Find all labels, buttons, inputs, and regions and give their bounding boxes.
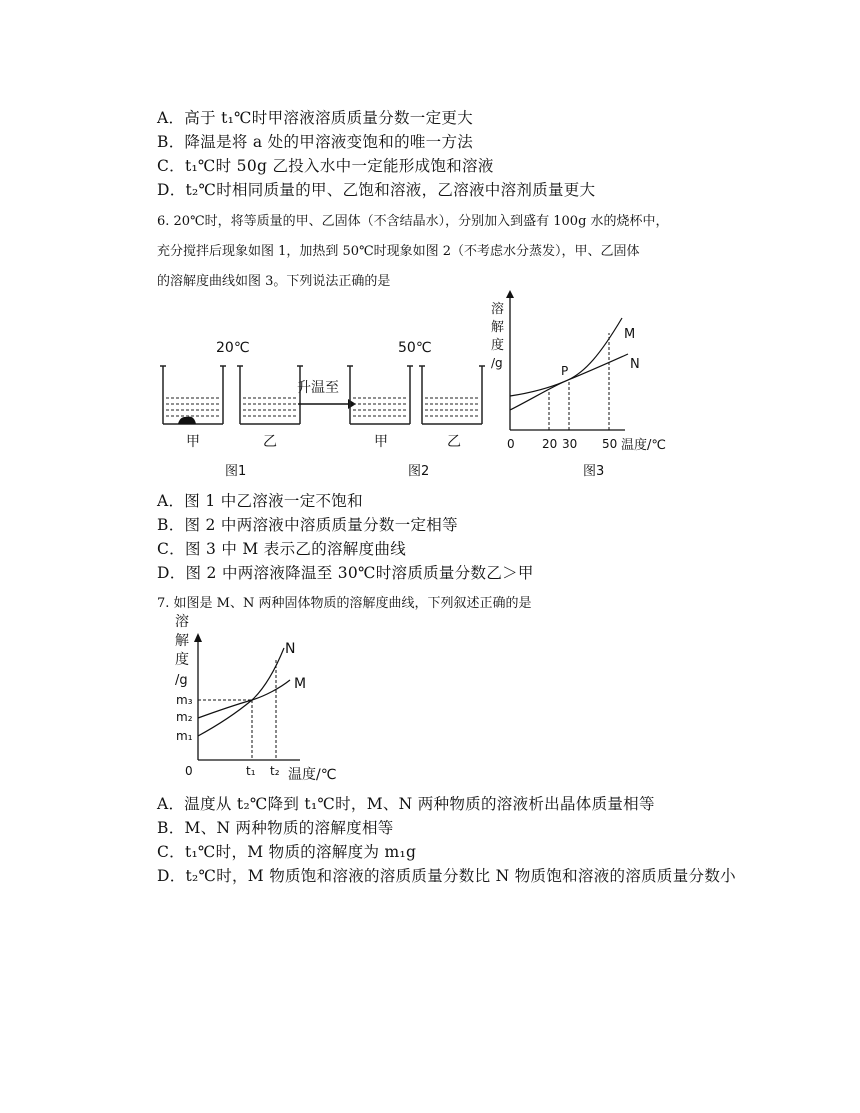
q7-option-c: C．t₁℃时，M 物质的溶解度为 m₁g — [157, 843, 417, 861]
q7-figure — [160, 600, 360, 790]
q7-option-a: A．温度从 t₂℃降到 t₁℃时，M、N 两种物质的溶液析出晶体质量相等 — [157, 795, 655, 813]
q7-stem: 7. 如图是 M、N 两种固体物质的溶解度曲线，下列叙述正确的是 — [157, 596, 532, 611]
fig1-label-jia: 甲 — [186, 434, 200, 450]
fig1-beaker-jia — [160, 366, 226, 424]
q7-y-label-2: 解 — [175, 633, 189, 649]
fig3-y-label-3: 度 — [491, 338, 505, 353]
q7-option-d: D．t₂℃时，M 物质饱和溶液的溶质质量分数比 N 物质饱和溶液的溶质质量分数小 — [157, 867, 736, 885]
q7-y-label-3: 度 — [175, 652, 189, 668]
q5-option-a: A．高于 t₁℃时甲溶液溶质质量分数一定更大 — [157, 109, 474, 127]
fig3-x-tick-0: 0 — [507, 437, 515, 451]
q6-figure — [150, 285, 680, 485]
q5-option-c: C．t₁℃时 50g 乙投入水中一定能形成饱和溶液 — [157, 157, 494, 175]
q7-y-tick-m2: m₂ — [176, 710, 193, 724]
fig3-x-tick-20: 20 — [542, 437, 558, 451]
q7-curve-n-label: N — [285, 641, 296, 657]
fig3-y-label-4: /g — [491, 356, 503, 370]
q7-y-tick-m3: m₃ — [176, 693, 193, 707]
curve-m-label: M — [624, 327, 636, 342]
q7-y-label-1: 溶 — [175, 614, 189, 630]
q6-option-d: D．图 2 中两溶液降温至 30℃时溶质质量分数乙＞甲 — [157, 564, 534, 582]
fig1-beaker-yi — [237, 366, 303, 424]
undissolved-solid-icon — [178, 417, 196, 424]
q6-stem-line-3: 的溶解度曲线如图 3。下列说法正确的是 — [157, 274, 391, 289]
q6-option-c: C．图 3 中 M 表示乙的溶解度曲线 — [157, 540, 407, 558]
q5-option-d: D．t₂℃时相同质量的甲、乙饱和溶液，乙溶液中溶剂质量更大 — [157, 181, 596, 199]
fig1-caption: 图1 — [225, 464, 247, 479]
fig3-x-axis-label: 温度/℃ — [621, 438, 666, 453]
fig3-y-label-1: 溶 — [491, 302, 505, 317]
fig2-beaker-jia — [347, 366, 413, 424]
q5-option-b: B．降温是将 a 处的甲溶液变饱和的唯一方法 — [157, 133, 474, 151]
fig2-label-yi: 乙 — [447, 434, 461, 450]
fig1-temperature-label: 20℃ — [216, 340, 250, 356]
fig2-label-jia: 甲 — [374, 434, 388, 450]
fig2-beaker-yi — [419, 366, 485, 424]
q7-curve-m-label: M — [294, 676, 307, 692]
q6-option-a: A．图 1 中乙溶液一定不饱和 — [157, 492, 363, 510]
q6-option-b: B．图 2 中两溶液中溶质质量分数一定相等 — [157, 516, 458, 534]
q6-stem-line-2: 充分搅拌后现象如图 1，加热到 50℃时现象如图 2（不考虑水分蒸发），甲、乙固体 — [157, 244, 640, 259]
point-p-label: P — [561, 364, 569, 378]
fig3-x-tick-50: 50 — [602, 437, 618, 451]
heating-arrow-label: 升温至 — [297, 380, 339, 396]
q7-x-axis-label: 温度/℃ — [288, 767, 337, 783]
q7-x-tick-t2: t₂ — [270, 764, 280, 778]
fig3-x-tick-30: 30 — [562, 437, 578, 451]
right-arrow-icon — [298, 399, 356, 409]
fig3-caption: 图3 — [583, 464, 605, 479]
q7-origin-label: 0 — [185, 764, 193, 778]
curve-n-label: N — [630, 357, 640, 372]
fig2-caption: 图2 — [408, 464, 430, 479]
fig3-solubility-graph — [491, 290, 666, 453]
q7-x-tick-t1: t₁ — [246, 764, 256, 778]
fig2-temperature-label: 50℃ — [398, 340, 432, 356]
q7-y-label-4: /g — [175, 673, 188, 688]
fig3-y-label-2: 解 — [491, 320, 505, 335]
q6-stem-line-1: 6. 20℃时，将等质量的甲、乙固体（不含结晶水），分别加入到盛有 100g 水的烧杯中， — [157, 214, 669, 229]
q7-option-b: B．M、N 两种物质的溶解度相等 — [157, 819, 394, 837]
q7-y-tick-m1: m₁ — [176, 729, 193, 743]
fig1-label-yi: 乙 — [263, 434, 277, 450]
